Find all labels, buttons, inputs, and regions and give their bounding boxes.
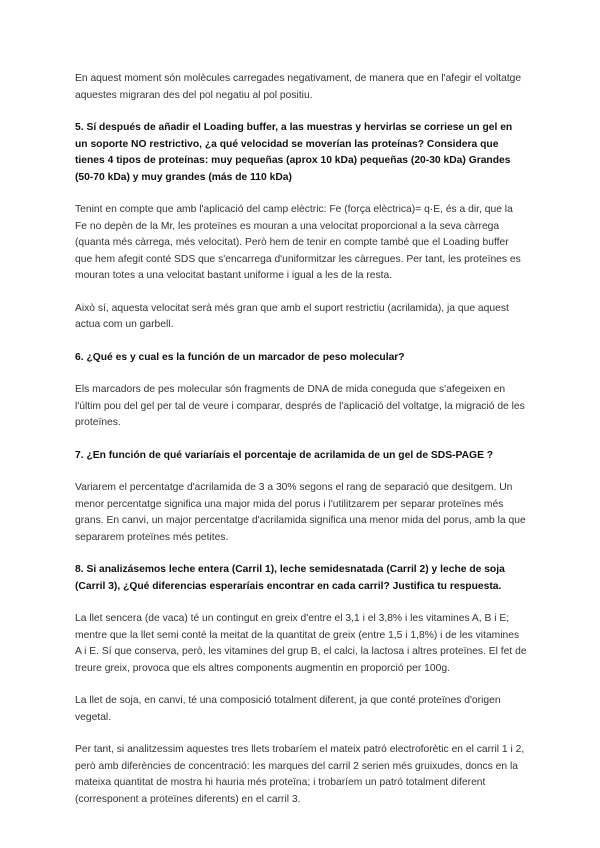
question-6: 6. ¿Qué es y cual es la función de un marcador de peso molecular? <box>75 351 405 363</box>
answer-5-paragraph-2: Això sí, aquesta velocitat serà més gran que amb el suport restrictiu (acrilamida), ja que aquest actua com un garbell. <box>75 302 509 330</box>
document-page <box>75 71 527 808</box>
answer-8-paragraph-2: La llet de soja, en canvi, té una composició totalment diferent, ja que conté proteïnes d'origen vegetal. <box>75 695 501 723</box>
answer-5-paragraph-1: Tenint en compte que amb l'aplicació del camp elèctric: Fe (força elèctrica)= q·E, és a dir, que la Fe no depèn de la Mr, les proteïnes es mouran a una velocitat proporcional a la seva càrrega (quanta més càrrega, més velocitat). Però hem de tenir en compte també que el Loading buffer que hem afegit conté SDS que s'encarrega d'uniformitzar les càrregues. Per tant, les proteïnes es mouran totes a una velocitat bastant uniforme i igual a les de la resta. <box>75 204 521 281</box>
answer-8-paragraph-1: La llet sencera (de vaca) té un contingut en greix d'entre el 3,1 i el 3,8% i les vitamines A, B i E; mentre que la llet semi conté la meitat de la quantitat de greix (entre 1,5 i 1,8%) i de les vitamines A i E. Sí que conserva, però, les vitamines del grup B, el calci, la lactosa i altres proteïnes. El fet de treure greix, provoca que els altres components augmentin en proporció per 100g. <box>75 613 527 674</box>
answer-8-paragraph-3: Per tant, si analitzessim aquestes tres llets trobaríem el mateix patró electroforètic en el carril 1 i 2, però amb diferències de concentració: les marques del carril 2 serien més gruixudes, doncs en la mateixa quantitat de mostra hi hauria més proteïna; i trobaríem un patró totalment diferent (corresponent a proteïnes diferents) en el carril 3. <box>75 744 525 805</box>
question-8: 8. Si analizásemos leche entera (Carril 1), leche semidesnatada (Carril 2) y leche de soja (Carril 3), ¿Qué diferencias esperaríais encontrar en cada carril? Justifica tu respuesta. <box>75 564 505 592</box>
question-7: 7. ¿En función de qué variaríais el porcentaje de acrilamida de un gel de SDS-PAGE ? <box>75 449 494 461</box>
question-5: 5. Sí después de añadir el Loading buffer, a las muestras y hervirlas se corriese un gel en un soporte NO restrictivo, ¿a qué velocidad se moverían las proteínas? Considera que tienes 4 tipos de proteínas: muy pequeñas (aprox 10 kDa) pequeñas (20-30 kDa) Grandes (50-70 kDa) y muy grandes (más de 110 kDa) <box>75 122 513 183</box>
answer-7-paragraph: Variarem el percentatge d'acrilamida de 3 a 30% segons el rang de separació que desitgem. Un menor percentatge significa una major mida del porus i l'utilitzarem per separar proteïnes més grans. En canvi, un major percentatge d'acrilamida significa una menor mida del porus, amb la que separarem proteïnes més petites. <box>75 482 526 543</box>
answer-6-paragraph: Els marcadors de pes molecular són fragments de DNA de mida coneguda que s'afegeixen en l'últim pou del gel per tal de veure i comparar, després de l'aplicació del voltatge, la migració de les proteïnes. <box>75 384 525 428</box>
intro-paragraph: En aquest moment són molècules carregades negativament, de manera que en l'afegir el voltatge aquestes migraran des del pol negatiu al pol positiu. <box>75 73 522 101</box>
